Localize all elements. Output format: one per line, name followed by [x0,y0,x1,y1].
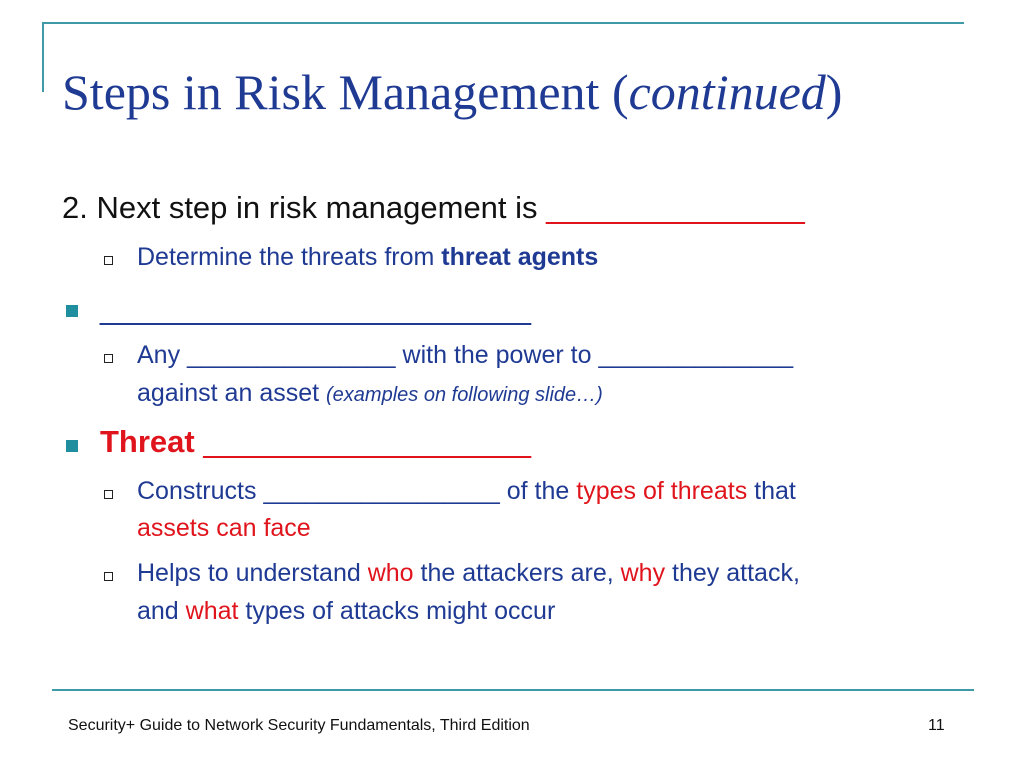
sub-bullet-power-line-1: Any _______________ with the power to ______________ [137,341,794,369]
hollow-square-bullet-icon [104,354,113,363]
step-2-blank: _______________ [546,190,805,225]
sub-bullet-power-line-2: against an asset (examples on following slide…) [137,379,603,407]
hollow-square-bullet-icon [104,572,113,581]
sub-bullet-constructs-line-1: Constructs _________________ of the types of threats that [137,477,796,505]
square-bullet-icon [66,305,78,317]
footer-divider-line [52,689,974,691]
bullet-threat: Threat ___________________ [100,424,531,459]
hollow-square-bullet-icon [104,490,113,499]
page-number: 11 [928,717,945,734]
footer-text: Security+ Guide to Network Security Fundamentals, Third Edition [68,717,530,734]
sub-bullet-constructs-line-2: assets can face [137,514,311,542]
hollow-square-bullet-icon [104,256,113,265]
step-2-heading: 2. Next step in risk management is _______________ [62,190,805,225]
bullet-blank-1: _________________________ [100,291,532,326]
square-bullet-icon [66,440,78,452]
frame-top-line [42,22,964,24]
sub-bullet-helps-line-1: Helps to understand who the attackers are, why they attack, [137,559,800,587]
sub-bullet-threat-agents: Determine the threats from threat agents [137,243,599,271]
slide-title: Steps in Risk Management (continued) [62,64,843,120]
sub-bullet-helps-line-2: and what types of attacks might occur [137,597,556,625]
frame-left-line [42,22,44,92]
